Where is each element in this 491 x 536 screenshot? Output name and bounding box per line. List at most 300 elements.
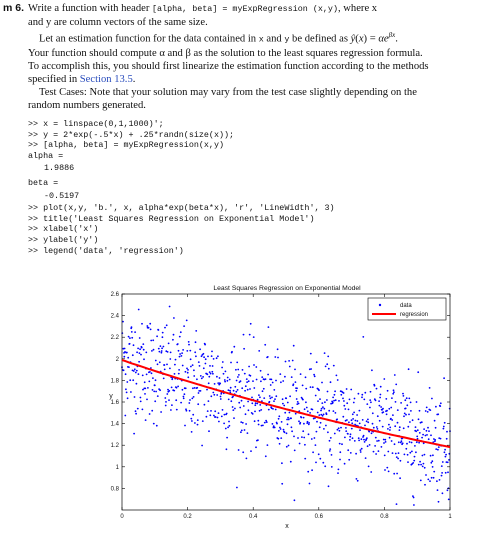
data-point — [261, 376, 263, 378]
data-point — [151, 372, 153, 374]
data-point — [236, 380, 238, 382]
data-point — [233, 417, 235, 419]
data-point — [361, 394, 363, 396]
data-point — [399, 429, 401, 431]
data-point — [388, 408, 390, 410]
data-point — [168, 399, 170, 401]
data-point — [287, 417, 289, 419]
data-point — [316, 361, 318, 363]
data-point — [204, 344, 206, 346]
statement-text: specified in — [28, 73, 80, 85]
data-point — [218, 421, 220, 423]
data-point — [429, 409, 431, 411]
y-tick-label: 2 — [115, 356, 119, 363]
data-point — [425, 435, 427, 437]
data-point — [219, 383, 221, 385]
data-point — [240, 421, 242, 423]
data-point — [418, 464, 420, 466]
data-point — [300, 417, 302, 419]
data-point — [272, 408, 274, 410]
data-point — [393, 473, 395, 475]
data-point — [245, 385, 247, 387]
data-point — [135, 410, 137, 412]
data-point — [369, 399, 371, 401]
data-point — [320, 410, 322, 412]
data-point — [146, 325, 148, 327]
data-point — [431, 460, 433, 462]
data-point — [397, 409, 399, 411]
data-point — [391, 419, 393, 421]
data-point — [260, 409, 262, 411]
data-point — [442, 492, 444, 494]
data-point — [180, 402, 182, 404]
y-tick-label: 2.2 — [110, 335, 119, 342]
data-point — [237, 389, 239, 391]
data-point — [297, 437, 299, 439]
data-point — [296, 387, 298, 389]
data-point — [382, 411, 384, 413]
data-point — [194, 422, 196, 424]
data-point — [321, 402, 323, 404]
data-point — [173, 334, 175, 336]
data-point — [302, 385, 304, 387]
data-point — [327, 391, 329, 393]
data-point — [289, 395, 291, 397]
data-point — [166, 393, 168, 395]
data-point — [259, 404, 261, 406]
data-point — [305, 376, 307, 378]
data-point — [199, 348, 201, 350]
data-point — [153, 349, 155, 351]
data-point — [182, 389, 184, 391]
data-point — [286, 432, 288, 434]
data-point — [224, 381, 226, 383]
data-point — [406, 443, 408, 445]
data-point — [332, 397, 334, 399]
data-point — [285, 397, 287, 399]
data-point — [207, 356, 209, 358]
data-point — [235, 391, 237, 393]
data-point — [240, 431, 242, 433]
data-point — [346, 388, 348, 390]
data-point — [258, 424, 260, 426]
data-point — [267, 444, 269, 446]
data-point — [448, 499, 450, 501]
data-point — [431, 477, 433, 479]
data-point — [392, 393, 394, 395]
data-point — [151, 350, 153, 352]
data-point — [358, 437, 360, 439]
data-point — [403, 415, 405, 417]
plot-frame — [122, 294, 450, 510]
data-point — [435, 448, 437, 450]
data-point — [199, 365, 201, 367]
data-point — [340, 427, 342, 429]
data-point — [351, 419, 353, 421]
data-point — [191, 398, 193, 400]
data-point — [232, 406, 234, 408]
function-header-code: [alpha, beta] = myExpRegression (x,y) — [152, 4, 338, 14]
data-point — [149, 413, 151, 415]
data-point — [281, 483, 283, 485]
data-point — [144, 388, 146, 390]
data-point — [169, 358, 171, 360]
data-point — [139, 337, 141, 339]
code-output-label: alpha = — [28, 150, 64, 161]
data-point — [301, 436, 303, 438]
data-point — [384, 455, 386, 457]
data-point — [404, 413, 406, 415]
data-point — [361, 448, 363, 450]
data-point — [405, 448, 407, 450]
data-point — [212, 365, 214, 367]
data-point — [207, 410, 209, 412]
data-point — [240, 380, 242, 382]
data-point — [250, 323, 252, 325]
data-point — [430, 462, 432, 464]
data-point — [294, 369, 296, 371]
data-point — [293, 345, 295, 347]
data-point — [424, 454, 426, 456]
data-point — [343, 400, 345, 402]
data-point — [399, 477, 401, 479]
data-point — [232, 396, 234, 398]
data-point — [326, 363, 328, 365]
data-point — [316, 431, 318, 433]
data-point — [400, 402, 402, 404]
data-point — [165, 401, 167, 403]
data-point — [244, 390, 246, 392]
data-point — [132, 354, 134, 356]
data-point — [434, 420, 436, 422]
data-point — [177, 386, 179, 388]
data-point — [193, 396, 195, 398]
data-point — [423, 463, 425, 465]
data-point — [174, 364, 176, 366]
data-point — [234, 408, 236, 410]
data-point — [161, 347, 163, 349]
data-point — [364, 425, 366, 427]
data-point — [166, 364, 168, 366]
data-point — [334, 433, 336, 435]
data-point — [159, 351, 161, 353]
data-point — [303, 437, 305, 439]
data-point — [178, 373, 180, 375]
data-point — [148, 381, 150, 383]
data-point — [397, 458, 399, 460]
data-point — [416, 401, 418, 403]
data-point — [299, 443, 301, 445]
y-tick-label: 1.8 — [110, 378, 119, 385]
data-point — [217, 382, 219, 384]
data-point — [444, 449, 446, 451]
data-point — [184, 425, 186, 427]
data-point — [346, 402, 348, 404]
data-point — [335, 399, 337, 401]
data-point — [357, 480, 359, 482]
data-point — [153, 391, 155, 393]
data-point — [209, 365, 211, 367]
data-point — [433, 471, 435, 473]
data-point — [387, 428, 389, 430]
data-point — [238, 374, 240, 376]
section-link[interactable]: Section 13.5 — [79, 73, 133, 85]
data-point — [329, 448, 331, 450]
data-point — [255, 366, 257, 368]
data-point — [210, 395, 212, 397]
data-point — [310, 368, 312, 370]
data-point — [374, 385, 376, 387]
data-point — [220, 396, 222, 398]
code-line: >> legend('data', 'regression') — [28, 245, 184, 256]
data-point — [330, 437, 332, 439]
data-point — [421, 437, 423, 439]
statement-text: . — [132, 73, 136, 85]
data-point — [304, 408, 306, 410]
data-point — [213, 358, 215, 360]
data-point — [330, 381, 332, 383]
data-point — [162, 332, 164, 334]
data-point — [409, 421, 411, 423]
statement-line-5: To accomplish this, you should first linearize the estimation function according to the methods — [28, 60, 429, 72]
data-point — [315, 395, 317, 397]
code-output-value: -0.5197 — [44, 190, 80, 201]
data-point — [338, 400, 340, 402]
data-point — [375, 453, 377, 455]
data-point — [378, 400, 380, 402]
data-point — [194, 387, 196, 389]
data-point — [340, 394, 342, 396]
data-point — [405, 414, 407, 416]
data-point — [394, 374, 396, 376]
statement-line-8: random numbers generated. — [28, 99, 146, 111]
data-point — [376, 440, 378, 442]
data-point — [252, 413, 254, 415]
data-point — [125, 373, 127, 375]
code-line: >> [alpha, beta] = myExpRegression(x,y) — [28, 140, 225, 151]
data-point — [203, 356, 205, 358]
data-point — [152, 389, 154, 391]
data-point — [282, 398, 284, 400]
data-point — [383, 442, 385, 444]
data-point — [124, 348, 126, 350]
data-point — [410, 402, 412, 404]
x-tick-label: 0.4 — [249, 514, 258, 520]
data-point — [359, 410, 361, 412]
data-point — [270, 397, 272, 399]
data-point — [277, 438, 279, 440]
data-point — [353, 412, 355, 414]
data-point — [232, 409, 234, 411]
data-point — [228, 399, 230, 401]
data-point — [201, 378, 203, 380]
data-point — [207, 374, 209, 376]
data-point — [123, 369, 125, 371]
data-point — [180, 331, 182, 333]
data-point — [243, 405, 245, 407]
data-point — [283, 405, 285, 407]
data-point — [229, 390, 231, 392]
data-point — [350, 433, 352, 435]
data-point — [304, 458, 306, 460]
code-line: >> xlabel('x') — [28, 224, 99, 235]
data-point — [275, 395, 277, 397]
data-point — [308, 424, 310, 426]
data-point — [415, 430, 417, 432]
data-point — [327, 431, 329, 433]
data-point — [349, 399, 351, 401]
data-point — [257, 439, 259, 441]
data-point — [178, 350, 180, 352]
data-points — [121, 306, 451, 506]
data-point — [376, 388, 378, 390]
data-point — [319, 426, 321, 428]
data-point — [362, 336, 364, 338]
data-point — [135, 372, 137, 374]
data-point — [157, 395, 159, 397]
data-point — [297, 401, 299, 403]
data-point — [427, 479, 429, 481]
data-point — [170, 409, 172, 411]
data-point — [326, 399, 328, 401]
data-point — [310, 386, 312, 388]
figure — [0, 280, 491, 531]
data-point — [319, 458, 321, 460]
data-point — [249, 388, 251, 390]
data-point — [377, 415, 379, 417]
x-tick-label: 0.2 — [183, 514, 192, 520]
data-point — [131, 337, 133, 339]
data-point — [357, 420, 359, 422]
data-point — [248, 366, 250, 368]
data-point — [235, 369, 237, 371]
data-point — [133, 433, 135, 435]
data-point — [264, 422, 266, 424]
data-point — [444, 451, 446, 453]
data-point — [278, 430, 280, 432]
data-point — [326, 413, 328, 415]
data-point — [263, 388, 265, 390]
data-point — [193, 375, 195, 377]
data-point — [343, 405, 345, 407]
data-point — [349, 436, 351, 438]
data-point — [328, 368, 330, 370]
data-point — [433, 477, 435, 479]
data-point — [334, 390, 336, 392]
data-point — [155, 360, 157, 362]
data-point — [258, 350, 260, 352]
data-point — [141, 323, 143, 325]
code-line: >> x = linspace(0,1,1000)'; — [28, 119, 164, 129]
data-point — [350, 452, 352, 454]
data-point — [342, 416, 344, 418]
data-point — [204, 404, 206, 406]
data-point — [270, 384, 272, 386]
data-point — [126, 381, 128, 383]
x-tick-label: 0.8 — [380, 514, 389, 520]
data-point — [241, 430, 243, 432]
data-point — [420, 480, 422, 482]
data-point — [338, 469, 340, 471]
data-point — [149, 323, 151, 325]
data-point — [145, 352, 147, 354]
data-point — [268, 409, 270, 411]
data-point — [236, 362, 238, 364]
data-point — [365, 457, 367, 459]
data-point — [186, 320, 188, 322]
data-point — [247, 432, 249, 434]
data-point — [182, 349, 184, 351]
data-point — [191, 431, 193, 433]
data-point — [411, 442, 413, 444]
data-point — [388, 471, 390, 473]
data-point — [189, 399, 191, 401]
data-point — [271, 379, 273, 381]
data-point — [272, 382, 274, 384]
data-point — [343, 392, 345, 394]
data-point — [243, 334, 245, 336]
statement-line-7: Test Cases: Note that your solution may vary from the test case slightly depending on the — [39, 86, 417, 98]
data-point — [314, 437, 316, 439]
data-point — [352, 437, 354, 439]
y-tick-label: 1.4 — [110, 421, 119, 428]
data-point — [419, 461, 421, 463]
data-point — [176, 387, 178, 389]
data-point — [219, 377, 221, 379]
code-line: >> ylabel('y') — [28, 234, 99, 245]
data-point — [276, 423, 278, 425]
data-point — [315, 444, 317, 446]
data-point — [262, 390, 264, 392]
data-point — [318, 389, 320, 391]
data-point — [389, 427, 391, 429]
data-point — [324, 401, 326, 403]
data-point — [280, 381, 282, 383]
data-point — [286, 419, 288, 421]
data-point — [337, 429, 339, 431]
data-point — [251, 402, 253, 404]
data-point — [220, 398, 222, 400]
data-point — [211, 355, 213, 357]
data-point — [352, 418, 354, 420]
data-point — [182, 365, 184, 367]
data-point — [445, 456, 447, 458]
data-point — [238, 402, 240, 404]
data-point — [206, 389, 208, 391]
data-point — [327, 356, 329, 358]
data-point — [245, 423, 247, 425]
data-point — [391, 440, 393, 442]
data-point — [216, 394, 218, 396]
data-point — [256, 379, 258, 381]
data-point — [178, 369, 180, 371]
data-point — [441, 475, 443, 477]
data-point — [348, 459, 350, 461]
data-point — [360, 449, 362, 451]
data-point — [331, 454, 333, 456]
data-point — [162, 336, 164, 338]
data-point — [329, 450, 331, 452]
data-point — [333, 400, 335, 402]
data-point — [328, 410, 330, 412]
data-point — [142, 375, 144, 377]
data-point — [143, 358, 145, 360]
data-point — [349, 439, 351, 441]
data-point — [140, 401, 142, 403]
data-point — [141, 347, 143, 349]
data-point — [228, 389, 230, 391]
axes — [111, 292, 453, 520]
